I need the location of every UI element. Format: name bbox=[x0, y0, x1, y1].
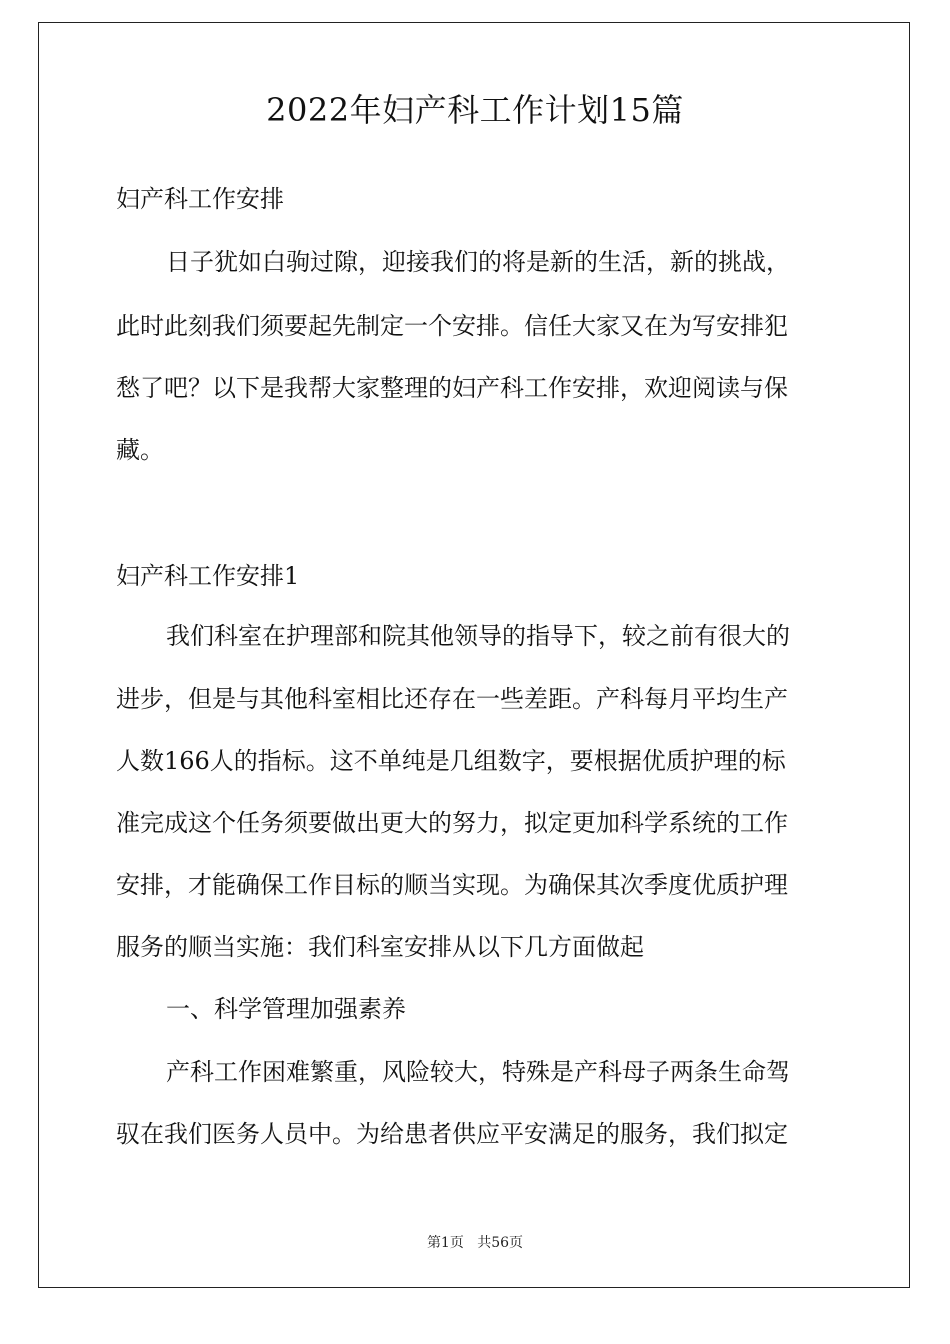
paragraph-line: 人数166人的指标。这不单纯是几组数字，要根据优质护理的标 bbox=[116, 747, 786, 775]
paragraph-line: 服务的顺当实施：我们科室安排从以下几方面做起 bbox=[116, 933, 644, 961]
paragraph-line: 安排，才能确保工作目标的顺当实现。为确保其次季度优质护理 bbox=[116, 871, 788, 899]
paragraph-line: 驭在我们医务人员中。为给患者供应平安满足的服务，我们拟定 bbox=[116, 1120, 788, 1148]
paragraph-line: 进步，但是与其他科室相比还存在一些差距。产科每月平均生产 bbox=[116, 685, 788, 713]
section-heading: 妇产科工作安排1 bbox=[116, 562, 300, 590]
paragraph-line: 愁了吧？以下是我帮大家整理的妇产科工作安排，欢迎阅读与保 bbox=[116, 374, 788, 402]
paragraph-line: 我们科室在护理部和院其他领导的指导下，较之前有很大的 bbox=[166, 622, 790, 650]
subsection-heading: 一、科学管理加强素养 bbox=[166, 995, 406, 1023]
page-footer bbox=[0, 1233, 950, 1253]
page-number: 第1页 bbox=[426, 1235, 464, 1251]
paragraph-line: 此时此刻我们须要起先制定一个安排。信任大家又在为写安排犯 bbox=[116, 312, 788, 340]
paragraph-line: 准完成这个任务须要做出更大的努力，拟定更加科学系统的工作 bbox=[116, 809, 788, 837]
paragraph-line: 日子犹如白驹过隙，迎接我们的将是新的生活，新的挑战， bbox=[166, 248, 790, 276]
paragraph-line: 藏。 bbox=[116, 436, 164, 464]
document-title: 2022年妇产科工作计划15篇 bbox=[266, 91, 684, 129]
section-heading: 妇产科工作安排 bbox=[116, 185, 284, 213]
paragraph-line: 产科工作困难繁重，风险较大，特殊是产科母子两条生命驾 bbox=[166, 1058, 790, 1086]
page-total: 共56页 bbox=[477, 1235, 524, 1251]
